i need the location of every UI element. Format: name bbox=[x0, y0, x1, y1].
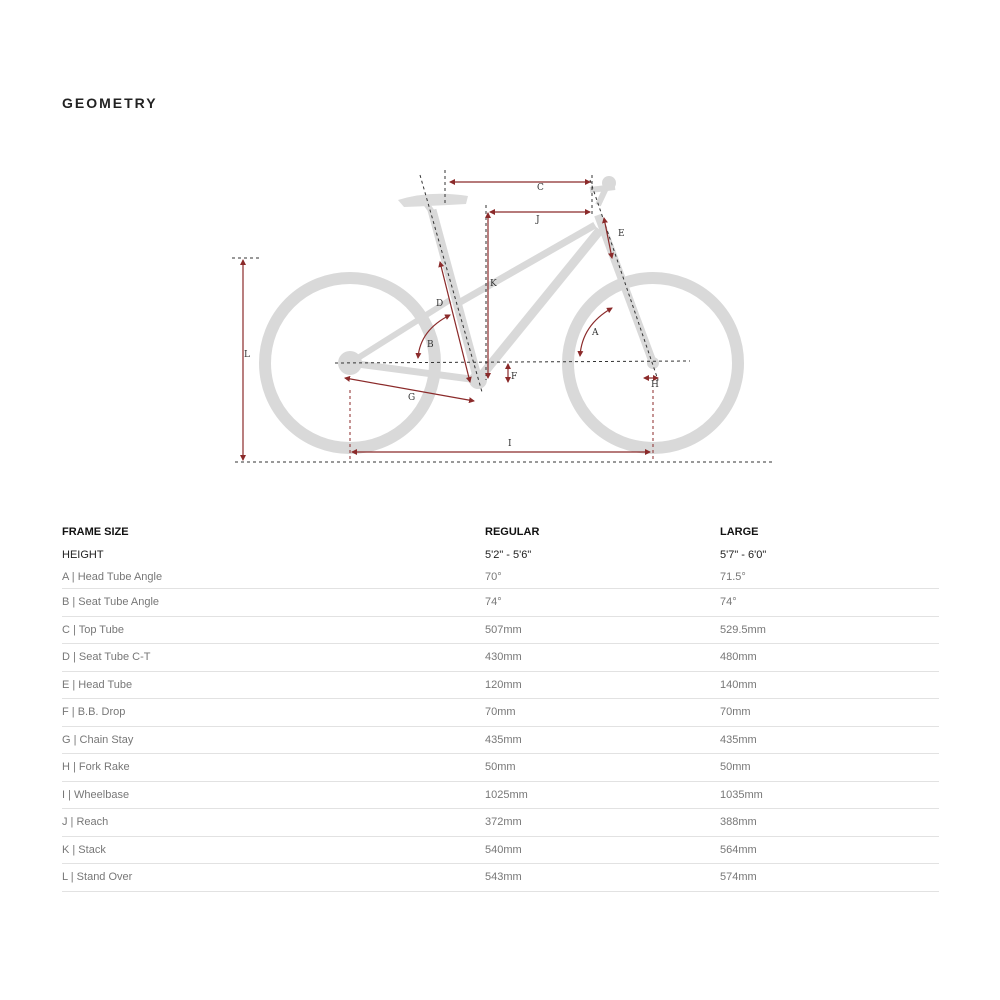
row-regular: 70mm bbox=[485, 699, 720, 727]
chain-stay bbox=[350, 363, 478, 380]
table-header-row bbox=[62, 520, 939, 544]
row-label: K | Stack bbox=[62, 836, 485, 864]
row-label: F | B.B. Drop bbox=[62, 699, 485, 727]
row-label: G | Chain Stay bbox=[62, 726, 485, 754]
table-row bbox=[62, 726, 939, 754]
row-regular: 540mm bbox=[485, 836, 720, 864]
row-large: 71.5° bbox=[720, 566, 939, 589]
reference-lines-dim bbox=[350, 390, 653, 460]
row-large: 574mm bbox=[720, 864, 939, 892]
row-label: A | Head Tube Angle bbox=[62, 566, 485, 589]
row-regular: 430mm bbox=[485, 644, 720, 672]
height-row bbox=[62, 544, 939, 566]
row-label: C | Top Tube bbox=[62, 616, 485, 644]
row-large: 480mm bbox=[720, 644, 939, 672]
row-large: 564mm bbox=[720, 836, 939, 864]
label-i: I bbox=[508, 439, 512, 449]
height-large: 5'7" - 6'0" bbox=[720, 549, 767, 561]
label-h: H bbox=[651, 380, 659, 390]
label-c: C bbox=[537, 183, 544, 193]
table-row bbox=[62, 781, 939, 809]
row-label: B | Seat Tube Angle bbox=[62, 589, 485, 617]
row-large: 435mm bbox=[720, 726, 939, 754]
reference-lines bbox=[232, 170, 772, 462]
table-row bbox=[62, 616, 939, 644]
bike-silhouette bbox=[265, 187, 738, 448]
table-row bbox=[62, 809, 939, 837]
label-b: B bbox=[427, 340, 434, 350]
label-f: F bbox=[511, 372, 518, 382]
row-large: 50mm bbox=[720, 754, 939, 782]
row-label: E | Head Tube bbox=[62, 671, 485, 699]
bar-end bbox=[602, 176, 616, 190]
row-regular: 74° bbox=[485, 589, 720, 617]
row-large: 70mm bbox=[720, 699, 939, 727]
table-row bbox=[62, 754, 939, 782]
row-label: J | Reach bbox=[62, 809, 485, 837]
row-regular: 435mm bbox=[485, 726, 720, 754]
row-label: L | Stand Over bbox=[62, 864, 485, 892]
table-row bbox=[62, 836, 939, 864]
label-e: E bbox=[618, 229, 625, 239]
row-large: 1035mm bbox=[720, 781, 939, 809]
row-regular: 543mm bbox=[485, 864, 720, 892]
bottom-bracket bbox=[469, 371, 487, 389]
height-label: HEIGHT bbox=[62, 549, 104, 561]
geometry-table bbox=[62, 520, 939, 892]
table-row bbox=[62, 699, 939, 727]
table-row bbox=[62, 566, 939, 589]
row-label: H | Fork Rake bbox=[62, 754, 485, 782]
front-hub bbox=[647, 357, 659, 369]
regular-header: REGULAR bbox=[485, 526, 540, 538]
row-large: 140mm bbox=[720, 671, 939, 699]
label-a: A bbox=[592, 328, 599, 338]
frame-size-header: FRAME SIZE bbox=[62, 526, 129, 538]
table-row bbox=[62, 671, 939, 699]
table-row bbox=[62, 589, 939, 617]
height-regular: 5'2" - 5'6" bbox=[485, 549, 532, 561]
label-k: K bbox=[490, 279, 497, 289]
label-g: G bbox=[408, 393, 416, 403]
saddle bbox=[398, 194, 468, 207]
row-regular: 70° bbox=[485, 566, 720, 589]
row-regular: 1025mm bbox=[485, 781, 720, 809]
row-large: 74° bbox=[720, 589, 939, 617]
row-regular: 507mm bbox=[485, 616, 720, 644]
row-label: I | Wheelbase bbox=[62, 781, 485, 809]
large-header: LARGE bbox=[720, 526, 759, 538]
row-large: 529.5mm bbox=[720, 616, 939, 644]
table-row bbox=[62, 644, 939, 672]
row-large: 388mm bbox=[720, 809, 939, 837]
row-label: D | Seat Tube C-T bbox=[62, 644, 485, 672]
label-d: D bbox=[436, 299, 444, 309]
row-regular: 120mm bbox=[485, 671, 720, 699]
label-l: L bbox=[244, 350, 250, 360]
row-regular: 372mm bbox=[485, 809, 720, 837]
page-title: GEOMETRY bbox=[62, 95, 158, 111]
table-row bbox=[62, 864, 939, 892]
row-regular: 50mm bbox=[485, 754, 720, 782]
label-j: J bbox=[536, 215, 540, 225]
down-tube bbox=[478, 230, 600, 380]
